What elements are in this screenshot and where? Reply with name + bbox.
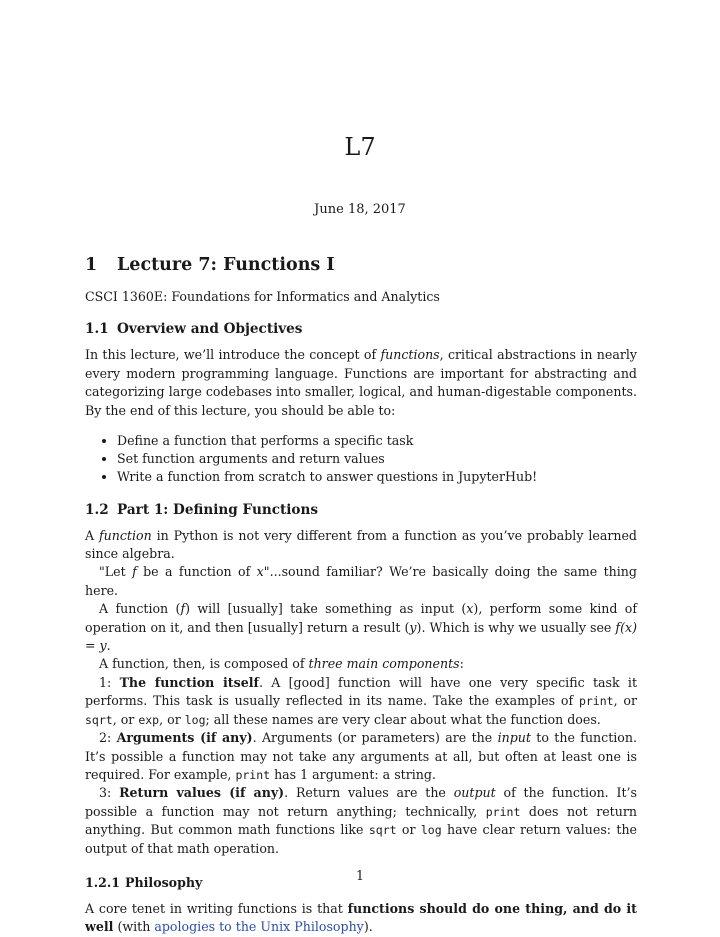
component-1-paragraph: 1: The function itself. A [good] function will have one very specific task it performs. This task is usually reflected in its name. Take the examples of print, or sqrt, or exp, or log; all these names are very clear about what the function does. bbox=[85, 674, 638, 727]
philosophy-paragraph: A core tenet in writing functions is that functions should do one thing, and do it well (with apologies to the Unix Philosophy). bbox=[85, 900, 637, 935]
component-3-paragraph: 3: Return values (if any). Return values are the output of the function. It’s possible a function may not return anything; technically, print does not return anything. But common math functions like sqrt or log have clear return values: the output of that math operation. bbox=[85, 785, 638, 856]
list-item: • Write a function from scratch to answer questions in JupyterHub! bbox=[117, 468, 637, 486]
list-item: • Set function arguments and return values bbox=[117, 450, 637, 468]
paragraph: "Let f be a function of x"...sound familiar? We’re basically doing the same thing here. bbox=[85, 564, 637, 598]
section-number: 1.2.1 bbox=[85, 874, 121, 890]
section-number: 1.2 bbox=[85, 501, 109, 518]
section-title: Philosophy bbox=[125, 874, 203, 890]
section-number: 1.1 bbox=[85, 321, 109, 338]
section-title: Overview and Objectives bbox=[117, 321, 303, 338]
paragraph: A function in Python is not very different from a function as you’ve probably learned since algebra. bbox=[85, 527, 637, 562]
document-date: June 18, 2017 bbox=[314, 202, 406, 217]
course-line: CSCI 1360E: Foundations for Informatics and Analytics bbox=[85, 289, 440, 304]
section-number: 1 bbox=[85, 255, 98, 275]
page-number: 1 bbox=[355, 868, 364, 883]
math-equation: f(x) = y bbox=[85, 619, 637, 654]
overview-paragraph: In this lecture, we’ll introduce the concept of functions, critical abstractions in nearly every modern programming language. Functions are important for abstracting and categorizing large codebases into smaller, logical, and human-digestable components. By the end of this lecture, you should be able to: bbox=[85, 347, 637, 418]
section-1-2-heading bbox=[85, 501, 637, 519]
list-item: • Define a function that performs a specific task bbox=[117, 432, 637, 450]
document-title: L7 bbox=[344, 133, 376, 161]
unix-philosophy-link[interactable]: apologies to the Unix Philosophy bbox=[154, 919, 364, 935]
paragraph: A function, then, is composed of three main components: bbox=[99, 656, 464, 672]
section-title: Part 1: Defining Functions bbox=[117, 501, 319, 518]
paragraph: A function (f) will [usually] take something as input (x), perform some kind of operation on it, and then [usually] return a result (y). Which is why we usually see f(x) = y. bbox=[85, 601, 637, 654]
section-title: Lecture 7: Functions I bbox=[117, 255, 335, 275]
section-1-1-heading bbox=[85, 320, 637, 338]
document-body bbox=[85, 254, 637, 937]
section-1-heading bbox=[85, 254, 637, 276]
component-2-paragraph: 2: Arguments (if any). Arguments (or parameters) are the input to the function. It’s possible a function may not take any arguments at all, but often at least one is required. For example, print has 1 argument: a string. bbox=[85, 730, 637, 782]
objectives-list bbox=[85, 432, 637, 487]
